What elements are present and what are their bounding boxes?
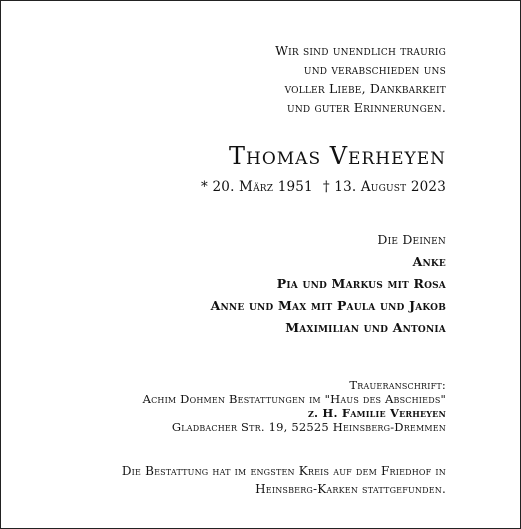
closing-line: Die Bestattung hat im engsten Kreis auf dem Friedhof in — [121, 464, 446, 478]
address-recipient: z. H. Familie Verheyen — [307, 406, 446, 420]
address-street: Gladbacher Str. 19, 52525 Heinsberg-Dremmen — [171, 420, 446, 434]
family-list — [211, 229, 446, 339]
death-date: † 13. August 2023 — [322, 179, 446, 195]
family-heading: Die Deinen — [377, 232, 446, 247]
intro-line: und verabschieden uns — [303, 62, 446, 77]
closing-text — [122, 462, 446, 498]
address-line: Achim Dohmen Bestattungen im "Haus des Abschieds" — [142, 392, 446, 406]
address-label: Traueranschrift: — [349, 378, 446, 392]
family-member: Anne und Max mit Paula und Jakob — [210, 298, 446, 313]
family-member: Pia und Markus mit Rosa — [276, 276, 446, 291]
family-member: Anke — [412, 254, 446, 269]
intro-text — [275, 41, 446, 117]
mourning-address — [143, 378, 446, 434]
intro-line: voller Liebe, Dankbarkeit — [284, 81, 446, 96]
intro-line: Wir sind unendlich traurig — [275, 43, 446, 58]
intro-line: und guter Erinnerungen. — [287, 100, 446, 115]
birth-date: * 20. März 1951 — [201, 179, 313, 195]
deceased-name: Thomas Verheyen — [228, 142, 446, 170]
life-dates — [201, 178, 446, 196]
family-member: Maximilian und Antonia — [285, 320, 446, 335]
closing-line: Heinsberg-Karken stattgefunden. — [255, 482, 446, 496]
